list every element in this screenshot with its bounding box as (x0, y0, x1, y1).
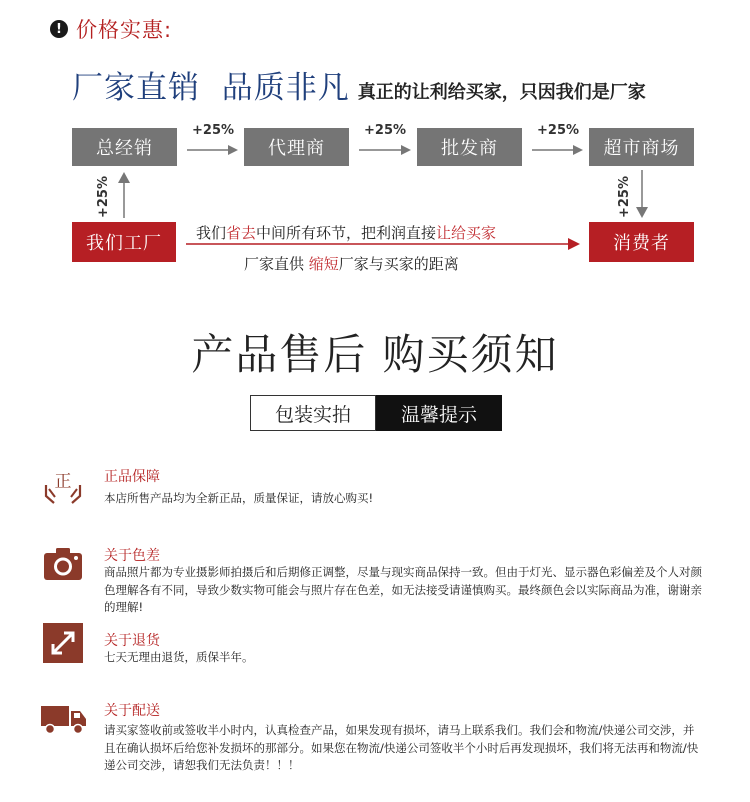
section-title: 产品售后 购买须知 (191, 330, 559, 379)
markup-label-left: +25% (96, 176, 111, 219)
truck-icon (40, 698, 88, 740)
exclamation-icon: ! (50, 20, 68, 38)
box-agent: 代理商 (244, 128, 349, 166)
genuine-icon (42, 463, 84, 505)
markup-label-1: +25% (192, 123, 235, 138)
item-body-genuine: 本店所售产品均为全新正品，质量保证，请放心购买! (104, 491, 374, 505)
svg-text:正: 正 (54, 472, 72, 492)
tab-warm-tips[interactable]: 温馨提示 (376, 395, 502, 431)
box-wholesaler: 批发商 (417, 128, 522, 166)
slogan-main: 厂家直销 品质非凡 (72, 70, 350, 106)
box-distributor: 总经销 (72, 128, 177, 166)
item-title-return: 关于退货 (104, 633, 160, 649)
tab-packaging-photos[interactable]: 包装实拍 (250, 395, 376, 431)
item-title-genuine: 正品保障 (104, 469, 160, 485)
markup-label-right: +25% (617, 176, 632, 219)
item-title-delivery: 关于配送 (104, 703, 160, 719)
markup-label-2: +25% (364, 123, 407, 138)
box-supermarket: 超市商场 (589, 128, 694, 166)
item-body-color: 商品照片都为专业摄影师拍摄后和后期修正调整，尽量与现实商品保持一致。但由于灯光、显示器色彩偏差及个人对颜色理解各有不同，导致少数实物可能会与照片存在色差，如无法接受请谨慎购买。最终颜色会以实际商品为准，谢谢亲的理解! (104, 565, 702, 614)
camera-icon (42, 544, 84, 586)
item-body-return: 七天无理由退货，质保半年。 (104, 650, 254, 664)
markup-label-3: +25% (537, 123, 580, 138)
price-title-text: 价格实惠: (76, 18, 173, 42)
flow-line-1: 我们省去中间所有环节，把利润直接让给买家 (196, 224, 497, 242)
section-tabs (250, 395, 502, 431)
item-body-delivery: 请买家签收前或签收半小时内，认真检查产品，如果发现有损坏，请马上联系我们。我们会和物流/快递公司交涉，并且在确认损坏后给您补发损坏的那部分。如果您在物流/快递公司签收半个小时后再发现损坏，我们将无法再和物流/快递公司交涉，请恕我们无法负责！！！ (104, 723, 699, 772)
slogan-sub: 真正的让利给买家，只因我们是厂家 (357, 82, 646, 103)
box-factory: 我们工厂 (72, 222, 176, 262)
return-arrow-icon (42, 622, 84, 664)
item-title-color: 关于色差 (104, 548, 160, 564)
box-consumer: 消费者 (589, 222, 694, 262)
flow-line-2: 厂家直供 缩短厂家与买家的距离 (244, 255, 459, 273)
